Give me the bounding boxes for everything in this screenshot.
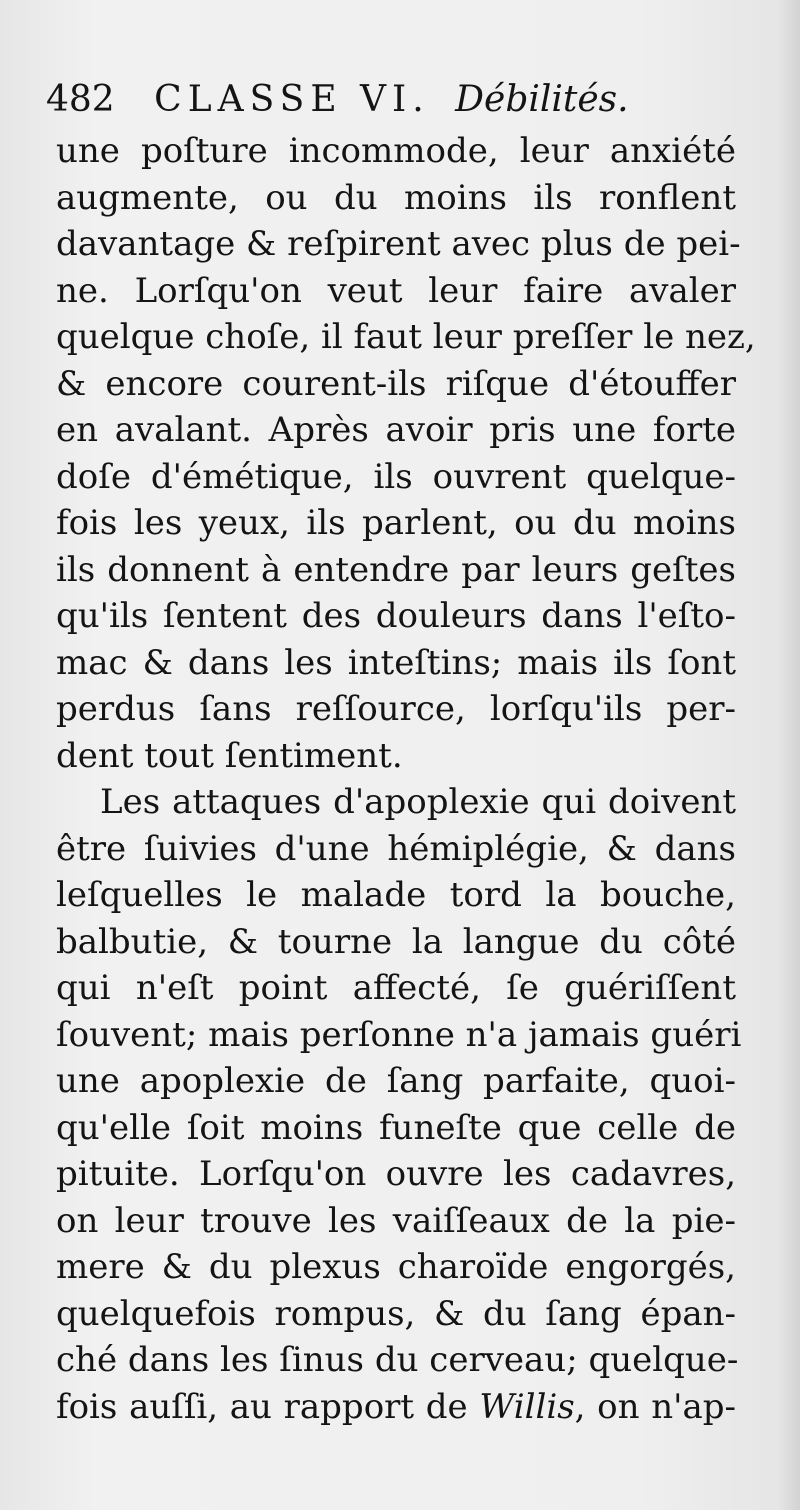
page-header — [46, 70, 746, 130]
text-line: une apoplexie de ſang parfaite, quoi- — [56, 1061, 736, 1101]
text-line: qu'elle ſoit moins funeſte que celle de — [56, 1107, 736, 1148]
text-line: une poſture incommode, leur anxiété — [56, 131, 736, 171]
text-line: ché dans les ſinus du cerveau; quelque- — [56, 1340, 739, 1380]
text-line: ils donnent à entendre par leurs geſtes — [56, 549, 736, 590]
text-line: doſe d'émétique, ils ouvrent quelque- — [56, 456, 736, 497]
text-line: on leur trouve les vaiſſeaux de la pie- — [56, 1200, 736, 1241]
text-line: dent tout ſentiment. — [56, 735, 403, 776]
page-number: 482 — [46, 79, 115, 120]
text-line: perdus ſans reſſource, lorſqu'ils per- — [56, 689, 736, 729]
text-line: ne. Lorſqu'on veut leur faire avaler — [56, 270, 736, 311]
text-line-final — [56, 1384, 736, 1431]
text-line: mere & du plexus charoïde engorgés, — [56, 1247, 736, 1287]
text-line: & encore courent-ils riſque d'étouffer — [56, 363, 736, 404]
running-subject: Débilités. — [455, 79, 629, 120]
text-line: en avalant. Après avoir pris une forte — [56, 410, 736, 450]
running-head: CLASSE VI. — [154, 79, 430, 120]
text-line: leſquelles le malade tord la bouche, — [56, 875, 736, 915]
page-edge-shadow — [778, 0, 800, 1510]
text-line: être ſuivies d'une hémiplégie, & dans — [56, 828, 736, 869]
text-line: quelque choſe, il faut leur preſſer le nez, — [56, 317, 756, 357]
text-line: pituite. Lorſqu'on ouvre les cadavres, — [56, 1154, 736, 1194]
text-line: augmente, ou du moins ils ronflent — [56, 177, 736, 218]
text-fragment: fois auſſi, au rapport de — [56, 1386, 480, 1427]
text-line: quelquefois rompus, & du ſang épan- — [56, 1293, 736, 1334]
text-line: qu'ils ſentent des douleurs dans l'eſto- — [56, 596, 736, 636]
text-line: mac & dans les inteſtins; mais ils ſont — [56, 642, 736, 683]
text-fragment: , on n'ap- — [574, 1386, 736, 1427]
text-line: fois les yeux, ils parlent, ou du moins — [56, 503, 736, 543]
text-line: davantage & reſpirent avec plus de pei- — [56, 224, 741, 264]
text-line: Les attaques d'apoplexie qui doivent — [100, 782, 736, 822]
text-line: ſouvent; mais perſonne n'a jamais guéri — [56, 1014, 742, 1055]
body-text — [56, 128, 756, 1430]
author-name: Willis — [479, 1386, 575, 1427]
text-line: balbutie, & tourne la langue du côté — [56, 921, 736, 962]
text-line: qui n'eſt point affecté, ſe guériſſent — [56, 968, 736, 1008]
